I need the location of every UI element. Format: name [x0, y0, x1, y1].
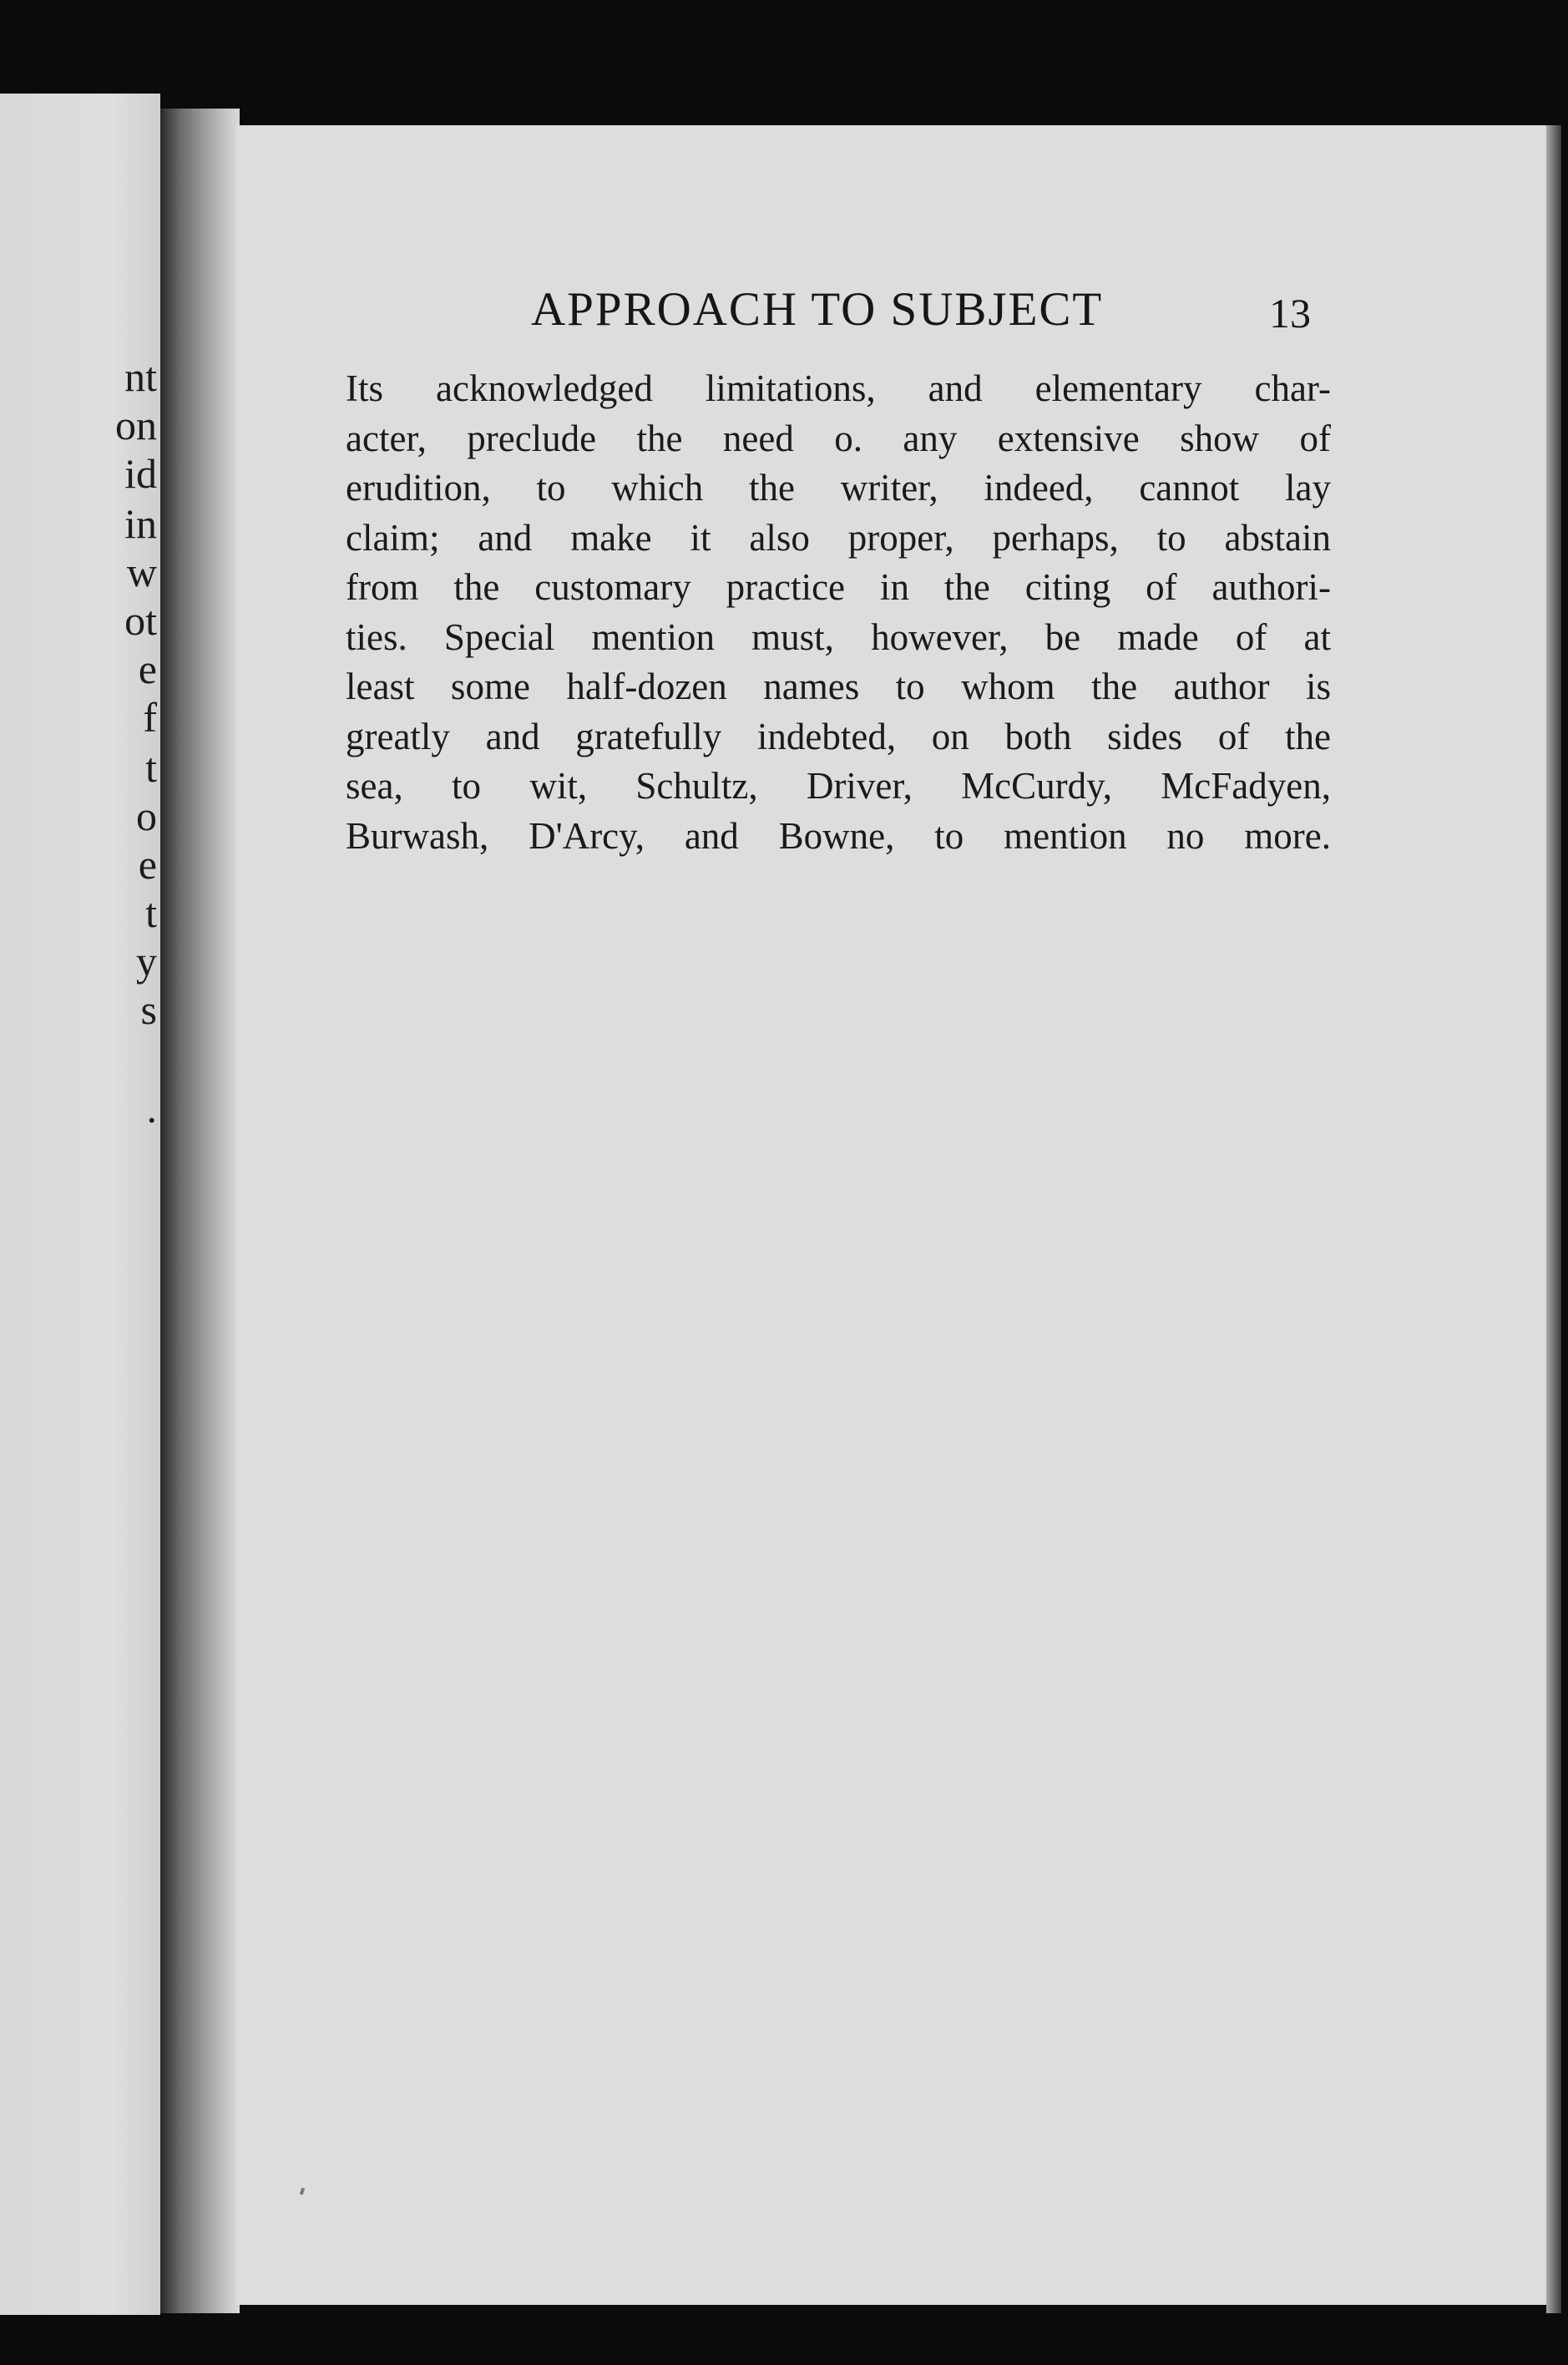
facing-page-fragment-text: f: [143, 694, 157, 741]
running-header-title: APPROACH TO SUBJECT: [531, 283, 1104, 336]
body-paragraph: [346, 364, 1331, 861]
facing-page-fragment-text: on: [115, 402, 157, 448]
facing-page-fragment-text: s: [140, 986, 157, 1033]
facing-page-fragment-text: .: [146, 1085, 157, 1132]
facing-page-fragment-text: o: [136, 793, 157, 839]
facing-page-fragment-text: t: [145, 889, 157, 936]
facing-page-fragment-text: w: [126, 549, 157, 595]
text-line: from the customary practice in the citing of authori-: [346, 566, 1331, 608]
text-line: ties. Special mention must, however, be made of at: [346, 615, 1331, 658]
facing-page-fragment-text: nt: [124, 353, 157, 400]
text-line: greatly and gratefully indebted, on both sides of the: [346, 715, 1331, 757]
facing-page-fragment-text: e: [138, 841, 157, 888]
text-line: claim; and make it also proper, perhaps, to abstain: [346, 516, 1331, 559]
facing-page-fragment-text: in: [124, 500, 157, 547]
page-edge-shadow: [1546, 125, 1561, 2313]
facing-page-fragment-text: ot: [124, 597, 157, 644]
book-gutter-shadow: [160, 109, 240, 2313]
text-line: Burwash, D'Arcy, and Bowne, to mention no more.: [346, 814, 1331, 857]
text-line: erudition, to which the writer, indeed, cannot lay: [346, 467, 1331, 509]
facing-page-fragment-text: t: [145, 744, 157, 791]
facing-page-fragment-text: y: [136, 938, 157, 985]
text-line: Its acknowledged limitations, and elementary char-: [346, 367, 1331, 409]
text-line: acter, preclude the need o. any extensive show of: [346, 417, 1331, 459]
facing-page-fragment: [0, 94, 160, 2315]
page-number: 13: [1269, 290, 1311, 337]
text-line: least some half-dozen names to whom the author is: [346, 666, 1331, 707]
facing-page-fragment-text: id: [124, 450, 157, 497]
facing-page-fragment-text: e: [138, 646, 157, 692]
text-line: sea, to wit, Schultz, Driver, McCurdy, McFadyen,: [346, 765, 1331, 807]
